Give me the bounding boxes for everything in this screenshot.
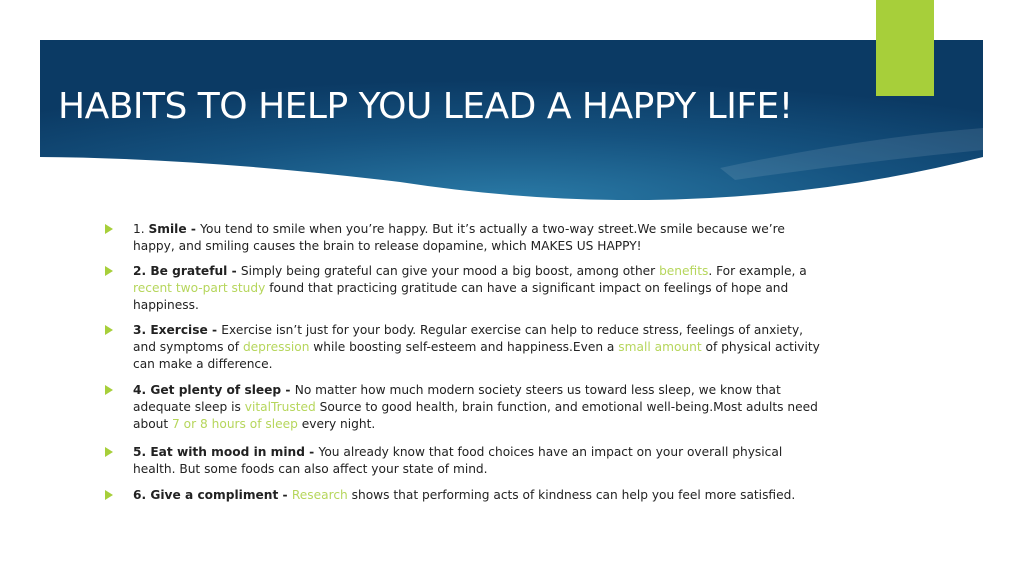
bullet-text: Exercise isn’t just for your body. Regular exercise can help to reduce stress, feelings of anxiety, and symptoms of [133, 323, 804, 354]
bullet-heading: 2. Be grateful - [133, 264, 241, 278]
bullet-arrow-icon [105, 325, 113, 335]
bullet-grateful [105, 263, 825, 314]
benefits-link[interactable]: benefits [659, 264, 709, 278]
bullet-text: You already know that food choices have an impact on your overall physical health. But some foods can also affect your state of mind. [133, 445, 783, 476]
bullet-text: You tend to smile when you’re happy. But it’s actually a two-way street.We smile because we’re happy, and smiling causes the brain to release dopamine, which MAKES US HAPPY! [133, 222, 785, 253]
bullet-text: Source to good health, brain function, and emotional well-being.Most adults need about [133, 400, 818, 431]
bullet-compliment [105, 487, 825, 504]
accent-tab [876, 0, 934, 96]
depression-link[interactable]: depression [242, 340, 310, 354]
study-link[interactable]: recent two-part study [133, 281, 266, 295]
bullet-text: No matter how much modern society steers us toward less sleep, we know that adequate sleep is [133, 383, 781, 414]
bullet-heading: 3. Exercise - [133, 323, 222, 337]
slide-title: HABITS TO HELP YOU LEAD A HAPPY LIFE! [58, 86, 793, 127]
bullet-text: Simply being grateful can give your mood a big boost, among other [240, 264, 660, 278]
small-amount-link[interactable]: small amount [618, 340, 702, 354]
bullet-text: every night. [297, 417, 376, 431]
bullet-exercise [105, 322, 825, 373]
bullet-arrow-icon [105, 490, 113, 500]
bullet-heading: 4. Get plenty of sleep - [133, 383, 295, 397]
bullet-mood-food [105, 444, 825, 478]
bullet-arrow-icon [105, 385, 113, 395]
bullet-text: while boosting self-esteem and happiness.Even a [309, 340, 619, 354]
bullet-smile [105, 221, 825, 255]
bullet-text: of physical activity can make a difference. [133, 340, 820, 371]
bullet-text: found that practicing gratitude can have a significant impact on feelings of hope and happiness. [133, 281, 789, 312]
bullet-arrow-icon [105, 224, 113, 234]
bullet-text: shows that performing acts of kindness can help you feel more satisfied. [347, 488, 796, 502]
vital-trusted-link[interactable]: vitalTrusted [244, 400, 316, 414]
bullet-arrow-icon [105, 266, 113, 276]
bullet-heading: 6. Give a compliment - [133, 488, 292, 502]
bullet-list [105, 221, 825, 504]
sleep-hours-link[interactable]: 7 or 8 hours of sleep [172, 417, 298, 431]
bullet-sleep [105, 382, 825, 433]
bullet-text: . For example, a [708, 264, 807, 278]
bullet-number: 1. [133, 222, 149, 236]
bullet-arrow-icon [105, 447, 113, 457]
bullet-heading: Smile - [148, 222, 201, 236]
research-link[interactable]: Research [291, 488, 348, 502]
bullet-heading: 5. Eat with mood in mind - [133, 445, 319, 459]
